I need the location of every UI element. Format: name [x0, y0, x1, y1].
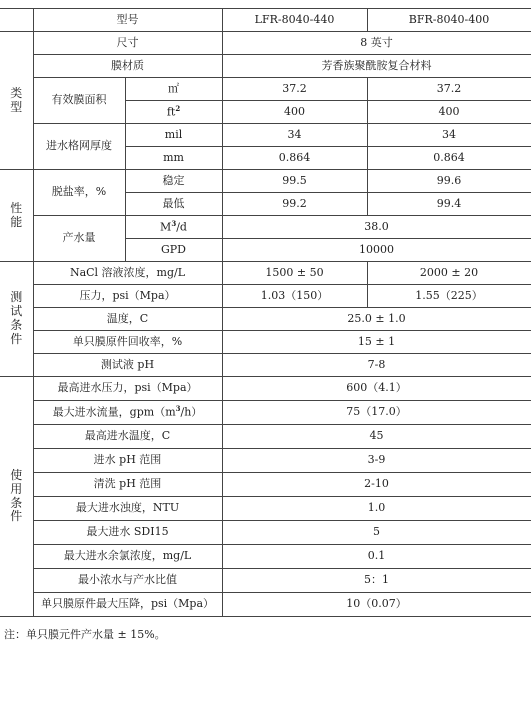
- test-group-label: 测 试 条 件: [0, 262, 33, 377]
- nacl-val-b: 2000 ± 20: [367, 262, 531, 285]
- sdi-label: 最大进水 SDI15: [33, 521, 222, 545]
- rejection-sub-2: 最低: [125, 193, 222, 216]
- type-group-label: 类 型: [0, 32, 33, 170]
- membrane-label: 膜材质: [33, 55, 222, 78]
- ratio-label: 最小浓水与产水比值: [33, 569, 222, 593]
- use-max-temp-row: [0, 425, 531, 449]
- use-group-label: 使 用 条 件: [0, 377, 33, 617]
- rejection-val-2-a: 99.2: [222, 193, 367, 216]
- area-label: 有效膜面积: [33, 78, 125, 124]
- temp-val: 25.0 ± 1.0: [222, 308, 531, 331]
- max-flow-val: 75（17.0）: [222, 401, 531, 425]
- flow-unit-1: $M^3/d$: [125, 216, 222, 239]
- rejection-sub-1: 稳定: [125, 170, 222, 193]
- spacer-val-2-b: 0.864: [367, 147, 531, 170]
- ratio-val: 5：1: [222, 569, 531, 593]
- max-flow-label: 最大进水流量，$gpm(m^3/h)$: [33, 401, 222, 425]
- rejection-val-1-a: 99.5: [222, 170, 367, 193]
- turbidity-val: 1.0: [222, 497, 531, 521]
- flow-row-1: [0, 216, 531, 239]
- header-row: [0, 9, 531, 32]
- size-row: [0, 32, 531, 55]
- area-unit-1: ㎡: [125, 78, 222, 101]
- spacer-val-1-b: 34: [367, 124, 531, 147]
- pressure-val-a: 1.03（150）: [222, 285, 367, 308]
- recovery-val: 15 ± 1: [222, 331, 531, 354]
- rejection-row-1: [0, 170, 531, 193]
- flow-label: 产水量: [33, 216, 125, 262]
- area-val-2-b: 400: [367, 101, 531, 124]
- use-ratio-row: [0, 569, 531, 593]
- pressure-val-b: 1.55（225）: [367, 285, 531, 308]
- rejection-val-2-b: 99.4: [367, 193, 531, 216]
- area-val-1-a: 37.2: [222, 78, 367, 101]
- use-max-flow-row: [0, 401, 531, 425]
- max-pressure-label: 最高进水压力，psi（Mpa）: [33, 377, 222, 401]
- recovery-label: 单只膜原件回收率，%: [33, 331, 222, 354]
- area-val-1-b: 37.2: [367, 78, 531, 101]
- clean-ph-label: 清洗 pH 范围: [33, 473, 222, 497]
- use-max-pressure-row: [0, 377, 531, 401]
- clean-ph-val: 2-10: [222, 473, 531, 497]
- test-ph-row: [0, 354, 531, 377]
- use-turbidity-row: [0, 497, 531, 521]
- turbidity-label: 最大进水浊度，NTU: [33, 497, 222, 521]
- temp-label: 温度，C: [33, 308, 222, 331]
- flow-val-1: 38.0: [222, 216, 531, 239]
- footnote: 注：单只膜元件产水量 ± 15%。: [4, 628, 166, 641]
- use-ph-range-row: [0, 449, 531, 473]
- max-temp-label: 最高进水温度，C: [33, 425, 222, 449]
- use-chlorine-row: [0, 545, 531, 569]
- chlorine-val: 0.1: [222, 545, 531, 569]
- nacl-val-a: 1500 ± 50: [222, 262, 367, 285]
- pressure-drop-val: 10（0.07）: [222, 593, 531, 617]
- test-pressure-row: [0, 285, 531, 308]
- test-recovery-row: [0, 331, 531, 354]
- model-b: BFR-8040-400: [367, 9, 531, 32]
- spacer-unit-1: mil: [125, 124, 222, 147]
- spec-table: [0, 8, 531, 617]
- rejection-label: 脱盐率，%: [33, 170, 125, 216]
- max-temp-val: 45: [222, 425, 531, 449]
- use-sdi-row: [0, 521, 531, 545]
- use-pressure-drop-row: [0, 593, 531, 617]
- perf-group-label: 性 能: [0, 170, 33, 262]
- spacer-val-1-a: 34: [222, 124, 367, 147]
- spacer-val-2-a: 0.864: [222, 147, 367, 170]
- rejection-val-1-b: 99.6: [367, 170, 531, 193]
- model-a: LFR-8040-440: [222, 9, 367, 32]
- chlorine-label: 最大进水余氯浓度，mg/L: [33, 545, 222, 569]
- membrane-value: 芳香族聚酰胺复合材料: [222, 55, 531, 78]
- ph-label: 测试液 pH: [33, 354, 222, 377]
- size-label: 尺寸: [33, 32, 222, 55]
- pressure-label: 压力，psi（Mpa）: [33, 285, 222, 308]
- area-val-2-a: 400: [222, 101, 367, 124]
- area-unit-2: $ft^2$: [125, 101, 222, 124]
- flow-unit-2: GPD: [125, 239, 222, 262]
- area-row-1: [0, 78, 531, 101]
- model-label: 型号: [33, 9, 222, 32]
- ph-range-val: 3-9: [222, 449, 531, 473]
- sdi-val: 5: [222, 521, 531, 545]
- test-temp-row: [0, 308, 531, 331]
- nacl-label: NaCl 溶液浓度，mg/L: [33, 262, 222, 285]
- pressure-drop-label: 单只膜原件最大压降，psi（Mpa）: [33, 593, 222, 617]
- size-value: 8 英寸: [222, 32, 531, 55]
- spacer-label: 进水格网厚度: [33, 124, 125, 170]
- max-pressure-val: 600（4.1）: [222, 377, 531, 401]
- flow-val-2: 10000: [222, 239, 531, 262]
- use-clean-ph-row: [0, 473, 531, 497]
- ph-range-label: 进水 pH 范围: [33, 449, 222, 473]
- spacer-row-1: [0, 124, 531, 147]
- membrane-row: [0, 55, 531, 78]
- ph-val: 7-8: [222, 354, 531, 377]
- spacer-unit-2: mm: [125, 147, 222, 170]
- test-nacl-row: [0, 262, 531, 285]
